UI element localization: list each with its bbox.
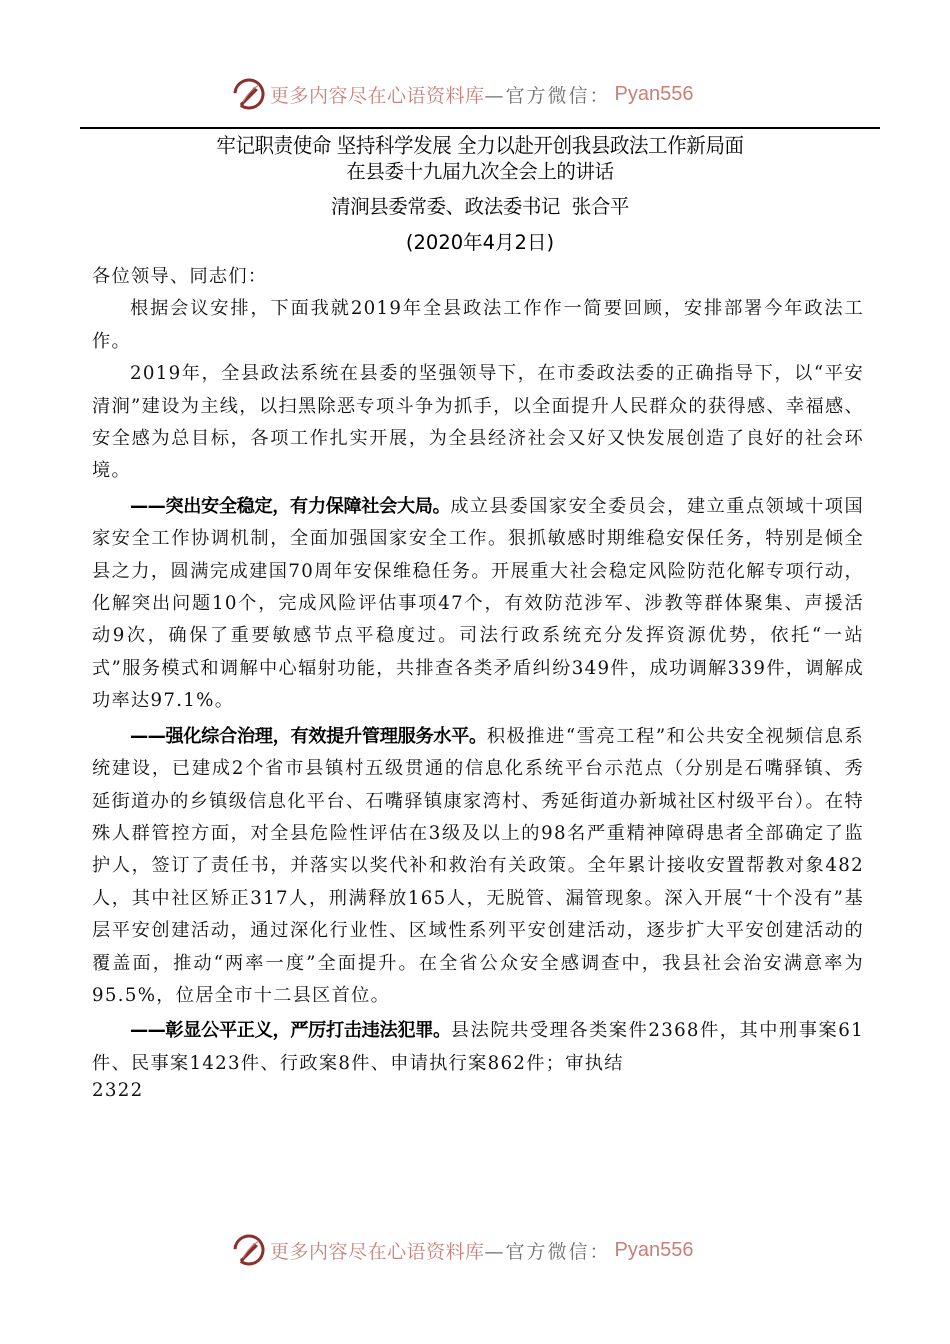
document-body [92,261,864,1102]
paragraph-summary: 2019年，全县政法系统在县委的坚强领导下，在市委政法委的正确指导下，以“平安清涧”建设为主线，以扫黑除恶专项斗争为抓手，以全面提升人民群众的获得感、幸福感、安全感为总目标，各项工作扎实开展，为全县经济社会又好又快发展创造了良好的社会环境。 [92,363,864,482]
watermark-wechat-label: —官方微信： [484,1240,611,1263]
document-header [80,133,880,256]
section-security [92,491,864,718]
section-text: 积极推进“雪亮工程”和公共安全视频信息系统建设，已建成2个省市县镇村五级贯通的信息化系统平台示范点（分别是石嘴驿镇、秀延街道办的乡镇级信息化平台、石嘴驿镇康家湾村、秀延街道办新城社区村级平台）。在特殊人群管控方面，对全县危险性评估在3级及以上的98名严重精神障碍患者全部确定了监护人，签订了责任书，并落实以奖代补和救治有关政策。全年累计接收安置帮教对象482人，其中社区矫正317人，刑满释放165人，无脱管、漏管现象。深入开展“十个没有”基层平安创建活动，通过深化行业性、区域性系列平安创建活动，逐步扩大平安创建活动的覆盖面，推动“两率一度”全面提升。在全省公众安全感调查中，我县社会治安满意率为95.5%，位居全市十二县区首位。 [92,725,864,1006]
header-rule [80,127,880,129]
watermark-text: 更多内容尽在心语资料库 [270,1240,485,1263]
section-justice [92,1015,864,1080]
watermark-text: 更多内容尽在心语资料库 [270,84,485,107]
section-heading: ——彰显公平正义，严厉打击违法犯罪。 [130,1020,451,1042]
watermark-banner-top [232,74,732,114]
paragraph-intro: 根据会议安排，下面我就2019年全县政法工作作一简要回顾，安排部署今年政法工作。 [92,298,864,352]
watermark-wechat-id: Pyan556 [614,82,694,105]
document-subtitle: 在县委十九届九次全会上的讲话 [346,160,614,183]
watermark-wechat-id: Pyan556 [614,1238,694,1261]
section-heading: ——强化综合治理，有效提升管理服务水平。 [130,725,487,747]
document-title: 牢记职责使命 坚持科学发展 全力以赴开创我县政法工作新局面 [216,133,744,158]
quill-pen-logo-icon [232,77,266,111]
speaker-line: 清涧县委常委、政法委书记 张合平 [330,195,630,218]
quill-pen-logo-icon [232,1233,266,1267]
watermark-banner-bottom [232,1230,732,1270]
watermark-wechat-label: —官方微信： [484,84,611,107]
section-governance [92,721,864,1013]
speech-date: (2020年4月2日) [405,231,555,254]
section-justice-continued: 2322 [92,1080,144,1102]
section-heading: ——突出安全稳定，有力保障社会大局。 [130,495,451,517]
section-text: 成立县委国家安全委员会，建立重点领域十项国家安全工作协调机制，全面加强国家安全工作。狠抓敏感时期维稳安保任务，特别是倾全县之力，圆满完成建国70周年安保维稳任务。开展重大社会稳定风险防范化解专项行动，化解突出问题10个，完成风险评估事项47个，有效防范涉军、涉教等群体聚集、声援活动9次，确保了重要敏感节点平稳度过。司法行政系统充分发挥资源优势，依托“一站式”服务模式和调解中心辐射功能，共排查各类矛盾纠纷349件，成功调解339件，调解成功率达97.1%。 [92,495,864,712]
salutation: 各位领导、同志们： [92,266,268,287]
section-text: 县法院共受理各类案件2368件，其中刑事案61件、民事案1423件、行政案8件、申请执行案862件；审执结 [92,1020,864,1074]
